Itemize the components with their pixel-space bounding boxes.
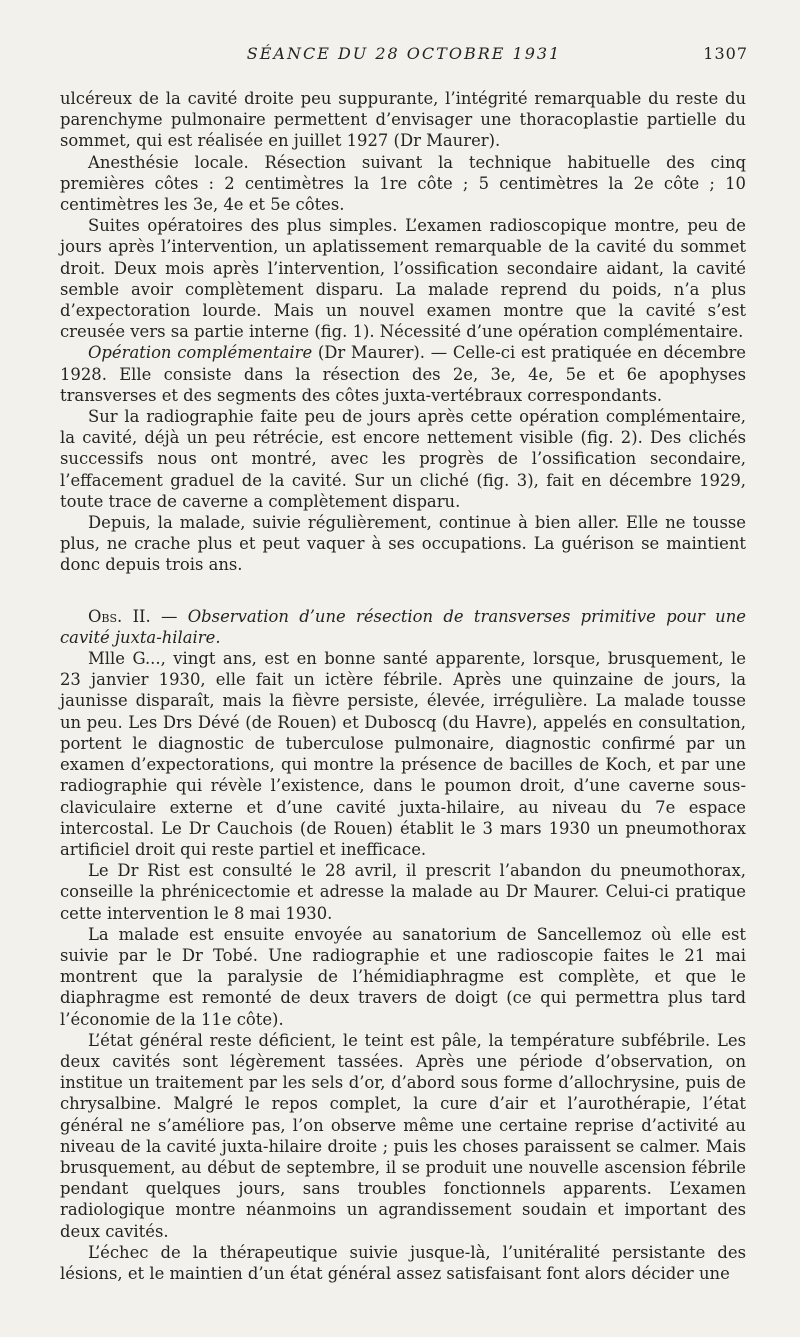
paragraph: L’échec de la thérapeutique suivie jusque-là, l’unitéralité persistante des lésions, et le maintien d’un état général assez satisfaisant font alors décider une — [60, 1242, 746, 1283]
paragraph: Suites opératoires des plus simples. L’examen radioscopique montre, peu de jours après l’intervention, un aplatissement remarquable de la cavité du sommet droit. Deux mois après l’intervention, l’ossification secondaire aidant, la cavité semble avoir complètement disparu. La malade reprend du poids, n’a plus d’expectoration lourde. Mais un nouvel examen montre que la cavité s’est creusée vers sa partie interne (fig. 1). Nécessité d’une opération complémentaire. — [60, 216, 746, 342]
paragraph: ulcéreux de la cavité droite peu suppurante, l’intégrité remarquable du reste du parenchyme pulmonaire permettent d’envisager une thoracoplastie partielle du sommet, qui est réalisée en juillet 1927 (Dr Maurer). — [60, 89, 746, 151]
paragraph — [60, 342, 746, 406]
paragraph: La malade est ensuite envoyée au sanatorium de Sancellemoz où elle est suivie par le Dr Tobé. Une radiographie et une radioscopie faites le 21 mai montrent que la paralysie de l’hémidiaphragme est complète, et que le diaphragme est remonté de deux travers de doigt (ce qui permettra plus tard l’économie de la 11e côte). — [60, 924, 746, 1029]
observation-heading: Obs. II. — Observation d’une résection de transverses primitive pour une cavité juxta-hilaire. — [60, 606, 746, 647]
paragraph: Depuis, la malade, suivie régulièrement, continue à bien aller. Elle ne tousse plus, ne crache plus et peut vaquer à ses occupations. La guérison se maintient donc depuis trois ans. — [60, 513, 746, 575]
observation-label: Obs. II. — [88, 606, 151, 626]
paragraph: Mlle G..., vingt ans, est en bonne santé apparente, lorsque, brusquement, le 23 janvier 1930, elle fait un ictère fébrile. Après une quinzaine de jours, la jaunisse disparaît, mais la fièvre persiste, élevée, irrégulière. La malade tousse un peu. Les Drs Dévé (de Rouen) et Duboscq (du Havre), appelés en consultation, portent le diagnostic de tuberculose pulmonaire, diagnostic confirmé par un examen d’expectorations, qui montre la présence de bacilles de Koch, et par une radiographie qui révèle l’existence, dans le poumon droit, d’une caverne sous-claviculaire externe et d’une cavité juxta-hilaire, au niveau du 7e espace intercostal. Le Dr Cauchois (de Rouen) établit le 3 mars 1930 un pneumothorax artificiel droit qui reste partiel et inefficace. — [60, 649, 746, 859]
paragraph: Le Dr Rist est consulté le 28 avril, il prescrit l’abandon du pneumothorax, conseille la phrénicectomie et adresse la malade au Dr Maurer. Celui-ci pratique cette intervention le 8 mai 1930. — [60, 861, 746, 923]
paragraph: Sur la radiographie faite peu de jours après cette opération complémentaire, la cavité, déjà un peu rétrécie, est encore nettement visible (fig. 2). Des clichés successifs nous ont montré, avec les progrès de l’ossification secondaire, l’effacement graduel de la cavité. Sur un cliché (fig. 3), fait en décembre 1929, toute trace de caverne a complètement disparu. — [60, 407, 746, 511]
paragraph: L’état général reste déficient, le teint est pâle, la température subfébrile. Les deux cavités sont légèrement tassées. Après une période d’observation, on institue un traitement par les sels d’or, d’abord sous forme d’allochrysine, puis de chrysalbine. Malgré le repos complet, la cure d’air et l’aurothérapie, l’état général ne s’améliore pas, l’on observe même une certaine reprise d’activité au niveau de la cavité juxta-hilaire droite ; puis les choses paraissent se calmer. Mais brusquement, au début de septembre, il se produit une nouvelle ascension fébrile pendant quelques jours, sans troubles fonctionnels apparents. L’examen radiologique montre néanmoins un agrandissement soudain et important des deux cavités. — [60, 1030, 746, 1241]
paragraph-text: (Dr Maurer). — Celle-ci est pratiquée en décembre 1928. Elle consiste dans la résection des 2e, 3e, 4e, 5e et 6e apophyses transverses et des segments des côtes juxta-vertébraux correspondants. — [60, 343, 746, 405]
paragraph-lead: Opération complémentaire — [88, 343, 313, 363]
running-header — [60, 44, 748, 70]
page-number: 1307 — [703, 44, 748, 63]
body-text — [60, 88, 746, 1284]
paragraph: Anesthésie locale. Résection suivant la technique habituelle des cinq premières côtes : 2 centimètres la 1re côte ; 5 centimètres la 2e côte ; 10 centimètres les 3e, 4e et 5e côtes. — [60, 152, 746, 215]
observation-title: Observation d’une résection de transverses primitive pour une cavité juxta-hilaire. — [60, 606, 746, 647]
header-title: SÉANCE DU 28 OCTOBRE 1931 — [246, 44, 562, 63]
